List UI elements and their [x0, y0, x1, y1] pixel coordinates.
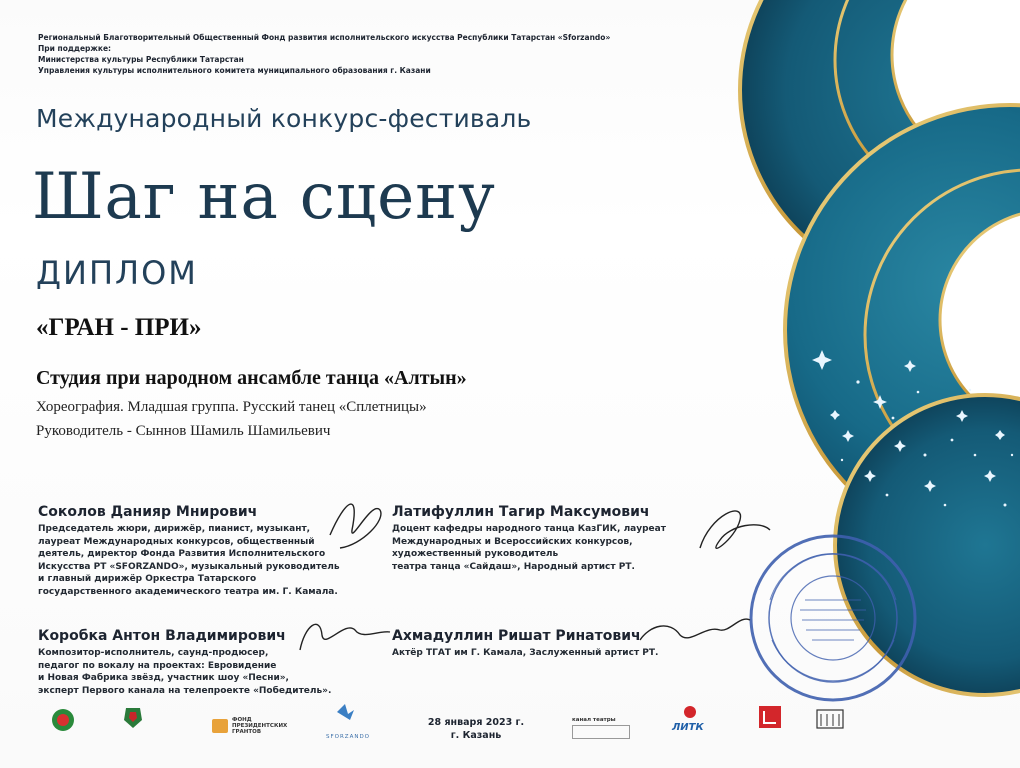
jury-name: Соколов Данияр Мнирович: [38, 504, 258, 520]
organizer-header: [38, 32, 678, 76]
logo-caption: ПРЕЗИДЕНТСКИХ: [232, 723, 288, 729]
logo-caption: ФОНД: [232, 717, 252, 723]
header-line: Министерства культуры Республики Татарстан: [38, 55, 244, 64]
jury-desc-line: художественный руководитель: [392, 549, 559, 559]
jury-description: [392, 647, 732, 660]
jury-desc-line: эксперт Первого канала на телепроекте «Победитель».: [38, 685, 332, 696]
jury-description: [38, 523, 378, 598]
logo-caption: ЛИТК: [672, 722, 704, 733]
jury-desc-line: педагог по вокалу на проектах: Евровидение: [38, 660, 277, 671]
jury-desc-line: Искусства РТ «SFORZANDO», музыкальный руководитель: [38, 561, 340, 572]
header-line: При поддержке:: [38, 44, 112, 53]
award-title: «ГРАН - ПРИ»: [36, 314, 202, 341]
date-text: 28 января 2023 г.: [427, 717, 525, 728]
city-text: г. Казань: [450, 730, 502, 741]
jury-desc-line: Композитор-исполнитель, саунд-продюсер,: [38, 648, 269, 658]
jury-desc-line: Международных и Всероссийских конкурсов,: [392, 536, 633, 547]
jury-member: [392, 504, 732, 573]
jury-desc-line: театра танца «Сайдаш», Народный артист РТ.: [392, 561, 635, 572]
jury-name: Коробка Антон Владимирович: [38, 628, 286, 644]
logo-caption: ГРАНТОВ: [232, 729, 262, 735]
jury-description: [392, 523, 732, 573]
jury-desc-line: лауреат Международных конкурсов, общественный: [38, 536, 315, 547]
jury-name: Ахмадуллин Ришат Ринатович: [392, 628, 641, 644]
grants-mark-icon: [212, 719, 228, 733]
jury-member: [38, 504, 378, 598]
jury-desc-line: Доцент кафедры народного танца КазГИК, лауреат: [392, 524, 666, 534]
festival-title: Шаг на сцену: [32, 160, 496, 234]
jury-member: [38, 628, 378, 697]
header-line: Управления культуры исполнительного комитета муниципального образования г. Казани: [38, 66, 431, 75]
jury-desc-line: Актёр ТГАТ им Г. Камала, Заслуженный артист РТ.: [392, 648, 659, 658]
logo-caption: канал театры: [572, 717, 616, 723]
sforzando-logo: [326, 734, 370, 740]
logo-caption: SFORZANDO: [326, 734, 371, 740]
diploma-heading: ДИПЛОМ: [36, 254, 198, 292]
jury-description: [38, 647, 378, 697]
litk-logo: [672, 722, 704, 733]
kanal-theatre-logo: [572, 717, 630, 739]
jury-desc-line: Председатель жюри, дирижёр, пианист, музыкант,: [38, 524, 311, 534]
jury-desc-line: и Новая Фабрика звёзд, участник шоу «Песни»,: [38, 673, 289, 683]
jury-desc-line: государственного академического театра им. Г. Камала.: [38, 586, 338, 597]
director-detail: Руководитель - Сыннов Шамиль Шамильевич: [36, 423, 331, 439]
presidential-grants-logo: [212, 717, 287, 735]
jury-desc-line: и главный дирижёр Оркестра Татарского: [38, 574, 257, 584]
header-line: Региональный Благотворительный Общественный Фонд развития исполнительского искусства Республики Татарстан «Sforzando»: [38, 33, 611, 42]
jury-name: Латифуллин Тагир Максумович: [392, 504, 650, 520]
festival-subtitle: Международный конкурс-фестиваль: [36, 104, 532, 133]
kanal-bar-icon: [572, 725, 630, 739]
issue-date: [416, 716, 536, 742]
performance-detail: Хореография. Младшая группа. Русский танец «Сплетницы»: [36, 399, 427, 415]
jury-desc-line: деятель, директор Фонда Развития Исполнительского: [38, 549, 326, 559]
jury-member: [392, 628, 732, 660]
recipient-name: Студия при народном ансамбле танца «Алтын»: [36, 367, 467, 389]
